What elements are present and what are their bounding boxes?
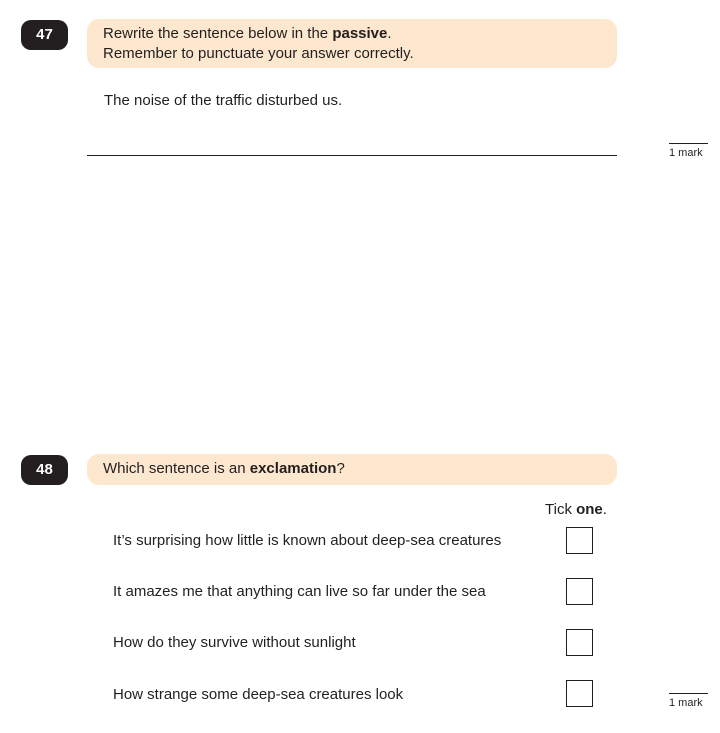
- question-48-prompt: [87, 454, 617, 485]
- question-number-48: 48: [21, 455, 68, 485]
- option-4: How strange some deep-sea creatures look: [113, 686, 404, 703]
- mark-rule: [669, 143, 708, 144]
- tick-box-4[interactable]: [566, 680, 593, 707]
- question-number-47: 47: [21, 20, 68, 50]
- mark-label: 1 mark: [669, 697, 703, 709]
- option-3: How do they survive without sunlight: [113, 634, 356, 651]
- tick-instruction: [545, 501, 607, 519]
- prompt-keyword: exclamation: [249, 460, 337, 477]
- question-47-prompt: [87, 19, 617, 68]
- option-1: It’s surprising how little is known about deep-sea creatures: [113, 532, 502, 549]
- mark-rule: [669, 693, 708, 694]
- tick-punct: .: [602, 501, 607, 518]
- tick-box-3[interactable]: [566, 629, 593, 656]
- prompt-line-2: Remember to punctuate your answer correctly.: [103, 45, 414, 62]
- prompt-text: Rewrite the sentence below in the: [103, 25, 333, 42]
- tick-box-1[interactable]: [566, 527, 593, 554]
- prompt-punct: .: [387, 25, 392, 42]
- source-sentence: The noise of the traffic disturbed us.: [104, 92, 343, 109]
- answer-line[interactable]: [87, 155, 617, 156]
- prompt-punct: ?: [336, 460, 345, 477]
- tick-keyword: one: [576, 501, 603, 518]
- tick-text: Tick: [545, 501, 577, 518]
- option-2: It amazes me that anything can live so far under the sea: [113, 583, 486, 600]
- tick-box-2[interactable]: [566, 578, 593, 605]
- mark-label: 1 mark: [669, 147, 703, 159]
- prompt-keyword: passive: [332, 25, 388, 42]
- prompt-text: Which sentence is an: [103, 460, 250, 477]
